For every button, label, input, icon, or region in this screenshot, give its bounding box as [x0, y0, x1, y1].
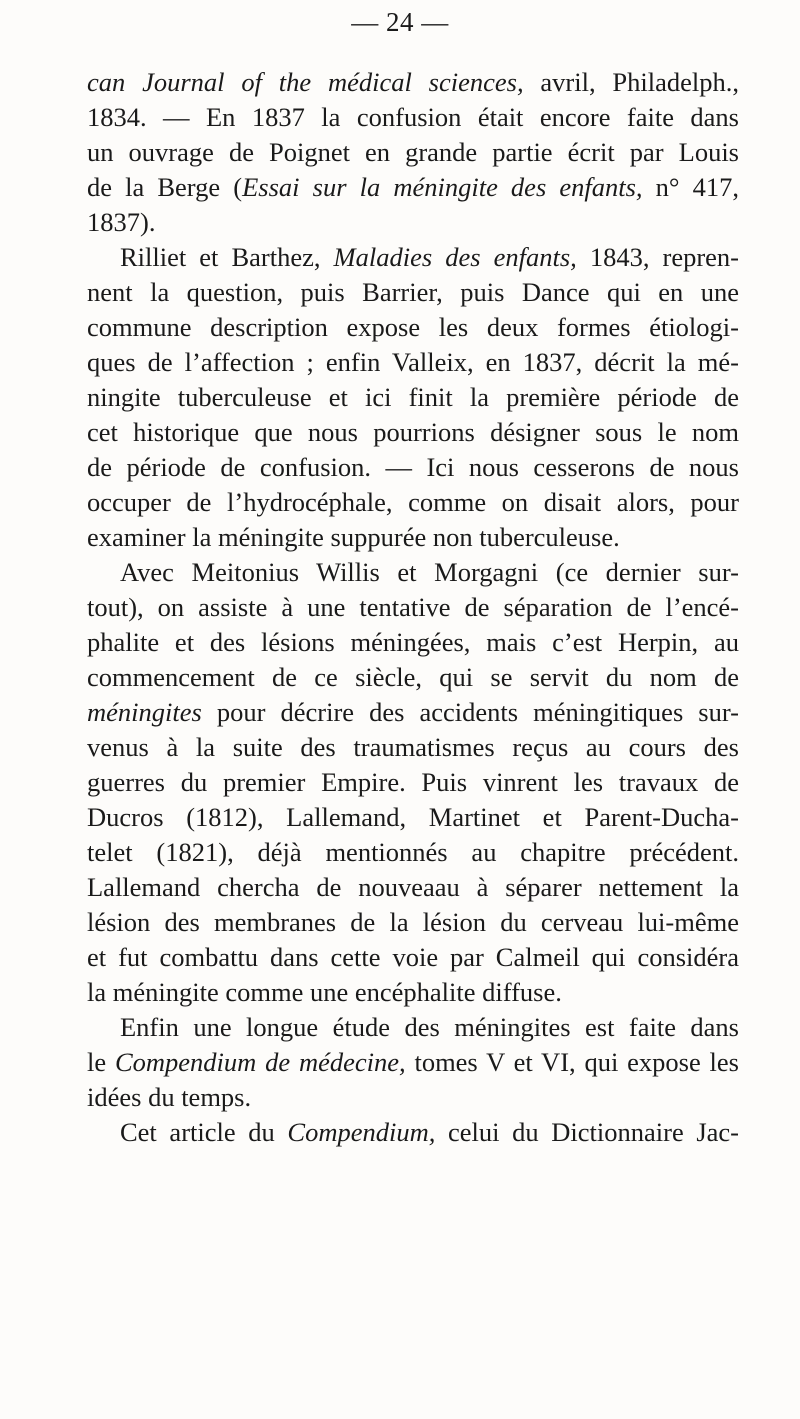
term-italic: méningites — [87, 697, 202, 727]
text-line: commune description expose les deux formes étiologi- — [87, 312, 739, 342]
text-span: pour décrire des accidents méningitiques sur- — [201, 697, 739, 727]
text-line: la méningite comme une encéphalite diffuse. — [87, 977, 562, 1007]
text-line: Lallemand chercha de nouveaau à séparer nettement la — [87, 872, 739, 902]
text-span: le — [87, 1047, 115, 1077]
text-line: idées du temps. — [87, 1082, 252, 1112]
text-line: commencement de ce siècle, qui se servit du nom de — [87, 662, 739, 692]
text-line: 1837). — [87, 207, 156, 237]
text-line: et fut combattu dans cette voie par Calmeil qui considéra — [87, 942, 739, 972]
text-line: phalite et des lésions méningées, mais c’est Herpin, au — [87, 627, 739, 657]
text-line — [87, 696, 739, 728]
text-line: Ducros (1812), Lallemand, Martinet et Parent-Ducha- — [87, 802, 739, 832]
journal-title: can Journal of the médical sciences, — [87, 67, 524, 97]
text-line: tout), on assiste à une tentative de séparation de l’encé- — [87, 592, 739, 622]
text-line — [87, 171, 739, 203]
text-line: un ouvrage de Poignet en grande partie écrit par Louis — [87, 137, 739, 167]
book-title: Compendium, — [287, 1117, 436, 1147]
paragraph-start — [120, 241, 739, 273]
text-span: Cet article du — [120, 1117, 288, 1147]
text-line: ques de l’affection ; enfin Valleix, en 1837, décrit la mé- — [87, 347, 739, 377]
page-number: — 24 — — [351, 7, 449, 37]
text-line: venus à la suite des traumatismes reçus au cours des — [87, 732, 739, 762]
text-line: 1834. — En 1837 la confusion était encore faite dans — [87, 102, 739, 132]
text-span: Rilliet et Barthez, — [120, 242, 334, 272]
text-line: cet historique que nous pourrions désigner sous le nom — [87, 417, 739, 447]
book-title: Essai sur la méningite des enfants, — [242, 172, 643, 202]
text-span: de la Berge ( — [87, 172, 243, 202]
text-span: tomes V et VI, qui expose les — [405, 1047, 739, 1077]
book-title: Compendium de médecine, — [114, 1047, 406, 1077]
text-span: celui du Dictionnaire Jac- — [435, 1117, 739, 1147]
paragraph-start: Avec Meitonius Willis et Morgagni (ce dernier sur- — [120, 557, 739, 587]
text-line: ningite tuberculeuse et ici finit la première période de — [87, 382, 739, 412]
text-line: examiner la méningite suppurée non tuberculeuse. — [87, 522, 620, 552]
text-line: occuper de l’hydrocéphale, comme on disait alors, pour — [87, 487, 739, 517]
text-line: lésion des membranes de la lésion du cerveau lui-même — [87, 907, 739, 937]
paragraph-start — [120, 1116, 739, 1148]
text-span: avril, Philadelph., — [523, 67, 739, 97]
text-line: guerres du premier Empire. Puis vinrent les travaux de — [87, 767, 739, 797]
text-line — [87, 1046, 739, 1078]
text-span: 1843, repren- — [576, 242, 739, 272]
text-span: n° 417, — [642, 172, 739, 202]
paragraph-start: Enfin une longue étude des méningites est faite dans — [120, 1012, 739, 1042]
text-line: telet (1821), déjà mentionnés au chapitre précédent. — [87, 837, 739, 867]
text-line: de période de confusion. — Ici nous cesserons de nous — [87, 452, 739, 482]
book-title: Maladies des enfants, — [333, 242, 577, 272]
text-line — [87, 66, 739, 98]
text-line: nent la question, puis Barrier, puis Dance qui en une — [87, 277, 739, 307]
